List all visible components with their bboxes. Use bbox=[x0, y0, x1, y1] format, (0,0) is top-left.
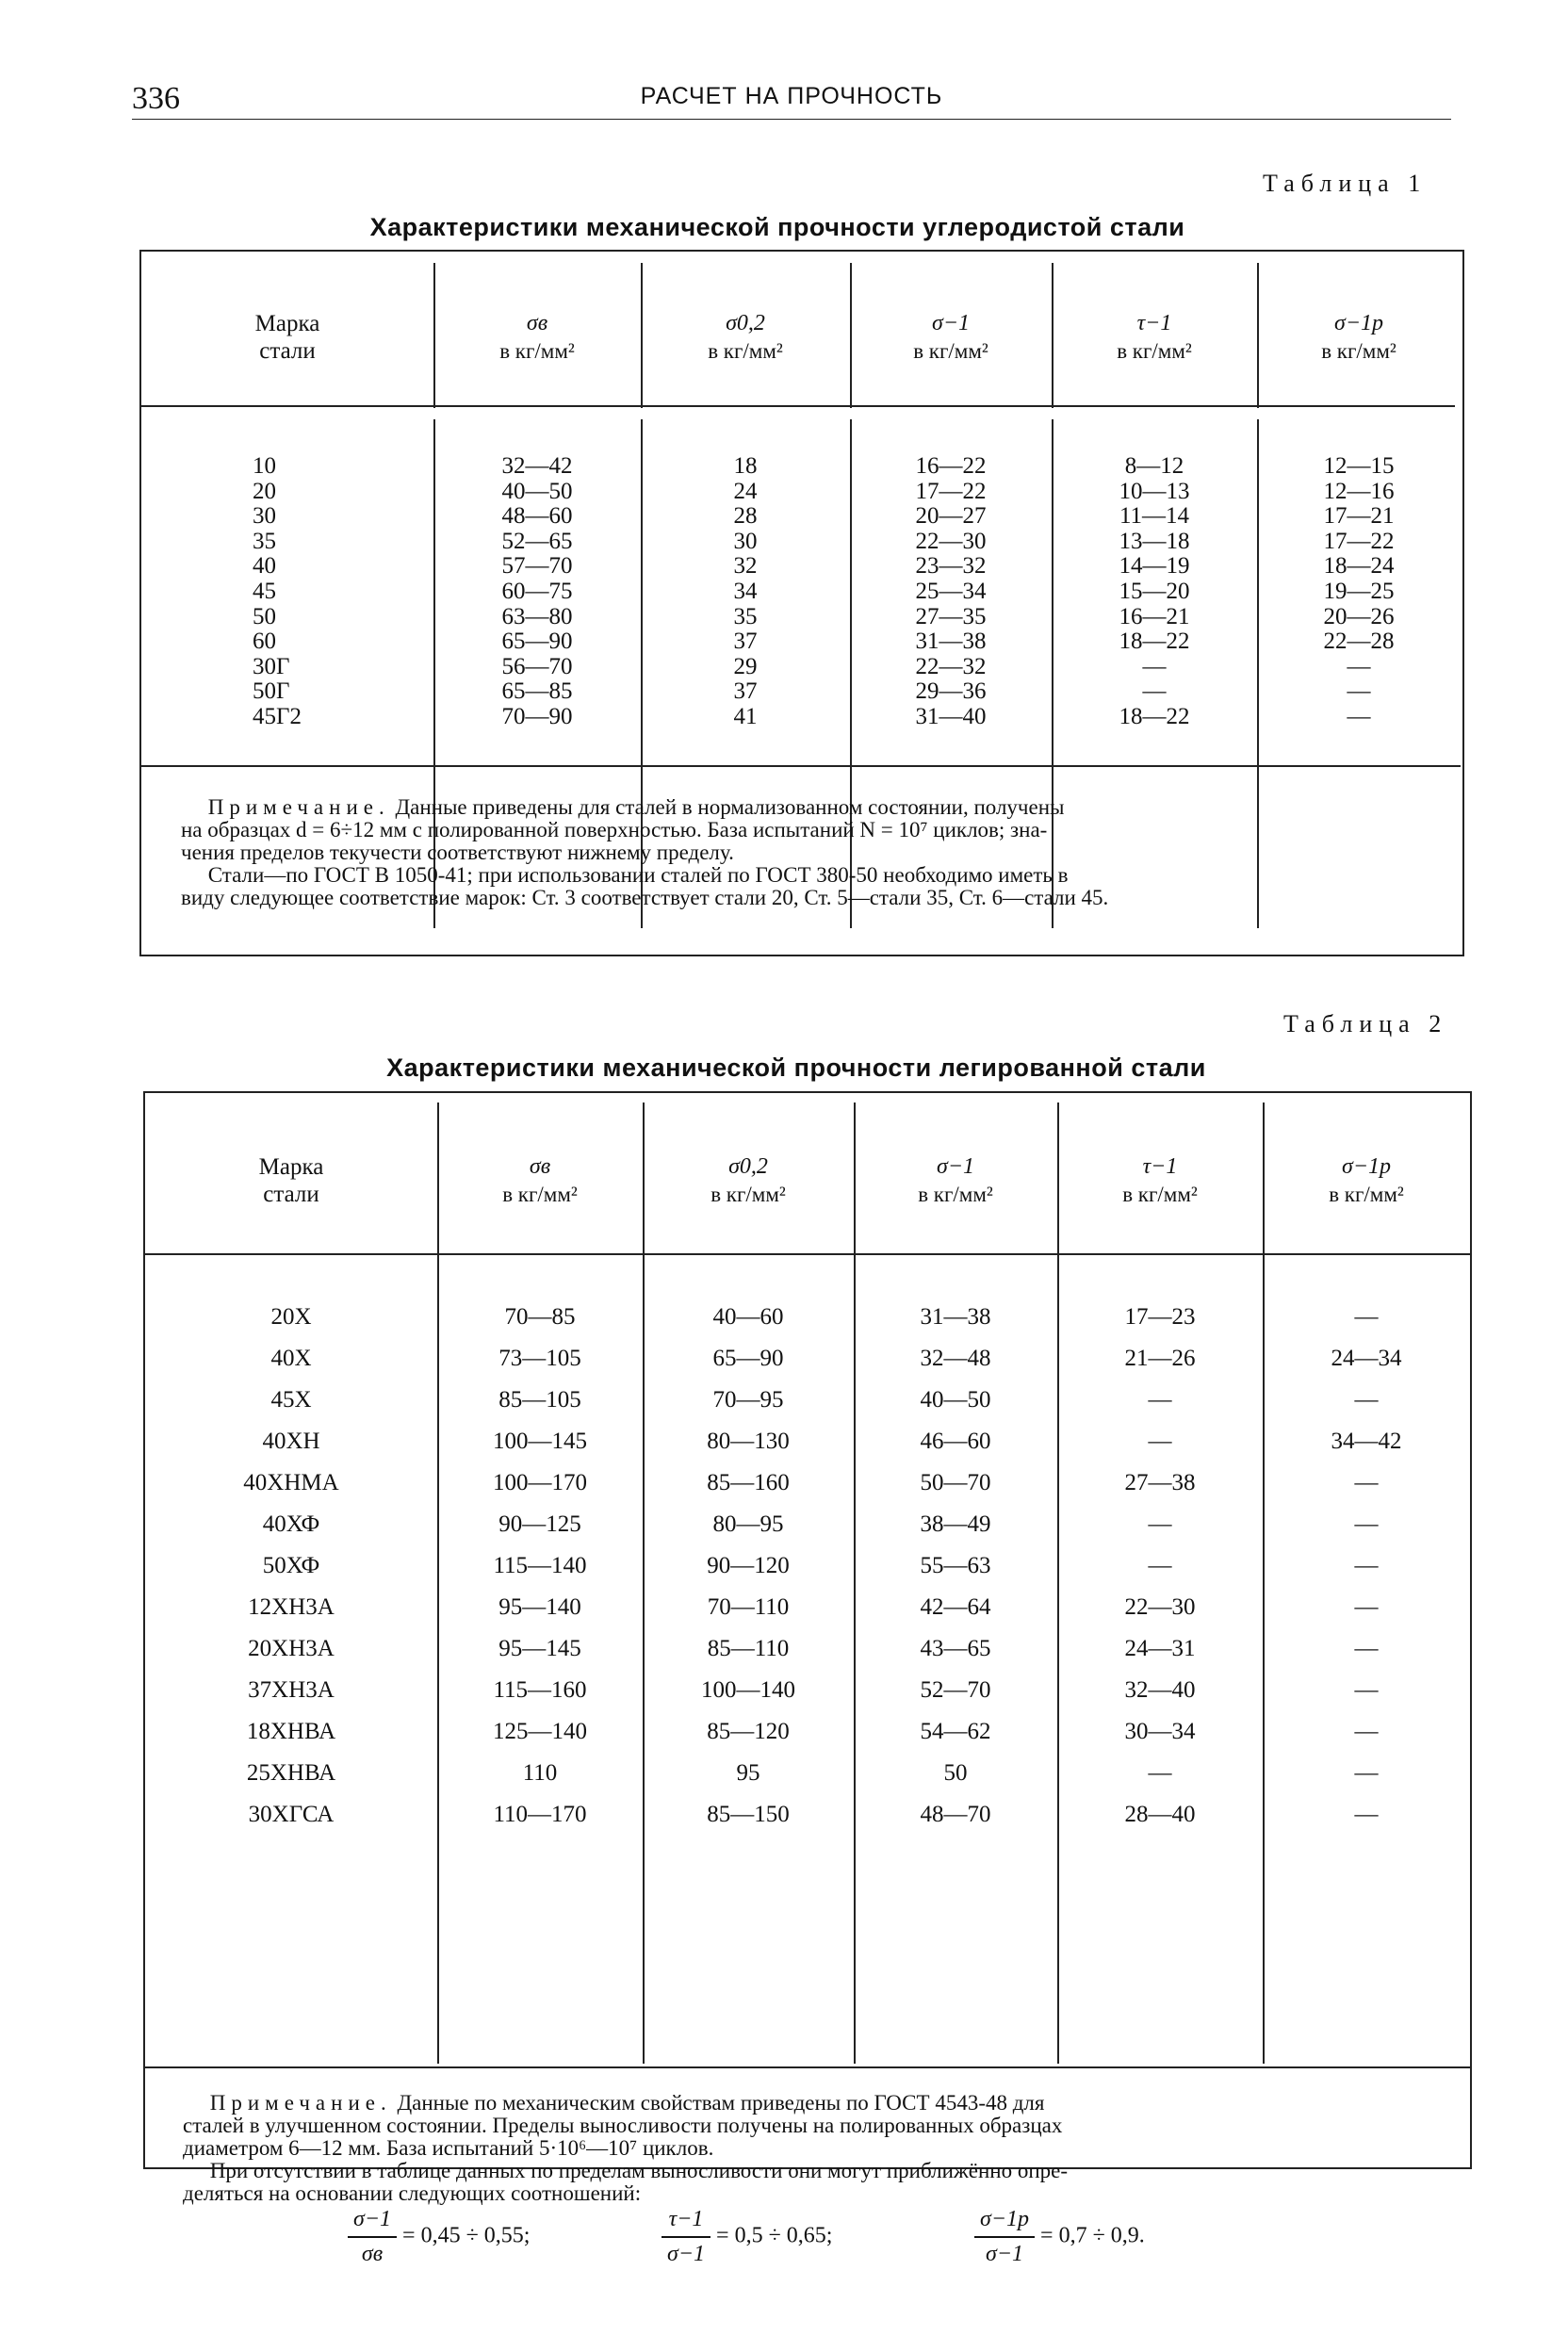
table-cell: 17—21 bbox=[1323, 503, 1395, 530]
t1-header-sigma-m1: σ−1 в кг/мм² bbox=[913, 311, 988, 363]
table-cell: 27—38 bbox=[1124, 1470, 1196, 1495]
table-cell: 85—105 bbox=[498, 1387, 581, 1413]
table-cell: 37ХН3А bbox=[248, 1677, 335, 1703]
table-cell: 56—70 bbox=[501, 653, 573, 679]
table-cell: 52—65 bbox=[501, 528, 573, 554]
table-cell: 32—40 bbox=[1124, 1677, 1196, 1703]
table-cell: 110 bbox=[522, 1760, 558, 1786]
table-cell: — bbox=[1354, 1594, 1379, 1620]
table-cell: 31—40 bbox=[915, 703, 987, 729]
table-cell: — bbox=[1354, 1760, 1379, 1786]
table-cell: 10 bbox=[253, 453, 276, 479]
page-number: 336 bbox=[132, 81, 180, 116]
table-cell: 32 bbox=[733, 553, 758, 580]
table-cell: 100—145 bbox=[493, 1429, 587, 1454]
table-cell: 15—20 bbox=[1119, 578, 1190, 604]
table-cell: 40 bbox=[253, 553, 276, 580]
t1-header-tau-m1: τ−1 в кг/мм² bbox=[1117, 311, 1192, 363]
table-cell: 85—110 bbox=[707, 1636, 790, 1661]
t1-col-sigma-b bbox=[433, 454, 641, 730]
table-cell: — bbox=[1148, 1429, 1172, 1454]
table2-note: Примечание. Данные по механическим свойствам приведены по ГОСТ 4543-48 для сталей в улучшенном состоянии. Пределы выносливости получены на полированных образцах диаметром 6—12 мм. База испытаний 5·10⁶—10⁷ циклов. При отсутствии в таблице данных по пределам выносливости они могут приближённо опре- деляться на основании следующих соотношений: bbox=[183, 2091, 1069, 2205]
table-cell: — bbox=[1148, 1760, 1172, 1786]
table-cell: 25ХНВА bbox=[246, 1760, 336, 1786]
table-cell: 27—35 bbox=[915, 603, 987, 629]
table-cell: 30 bbox=[733, 528, 758, 554]
table-cell: 30Г bbox=[253, 653, 290, 679]
table-cell: 40Х bbox=[270, 1346, 312, 1371]
table-cell: 40—50 bbox=[920, 1387, 991, 1413]
table-cell: 34—42 bbox=[1331, 1429, 1402, 1454]
t2-note-lead: Примечание. bbox=[209, 2091, 392, 2115]
table-cell: 12—16 bbox=[1323, 478, 1395, 504]
table-cell: 29—36 bbox=[915, 678, 987, 705]
table-cell: 95—140 bbox=[498, 1594, 581, 1620]
table-cell: 21—26 bbox=[1124, 1346, 1196, 1371]
table1-note: Примечание. Данные приведены для сталей в нормализованном состоянии, получены на образцах d = 6÷12 мм с полированной поверхностью. База испытаний N = 10⁷ циклов; зна- чения пределов текучести соответствуют нижнему пределу. Стали—по ГОСТ В 1050-41; при использовании сталей по ГОСТ 380-50 необходимо иметь в виду следующее соответствие марок: Ст. 3 соответствует стали 20, Ст. 5—стали 35, Ст. 6—стали 45. bbox=[181, 795, 1109, 909]
table-cell: 22—30 bbox=[1124, 1594, 1196, 1620]
table-cell: 37 bbox=[733, 678, 758, 705]
table-cell: — bbox=[1148, 1553, 1172, 1578]
table-cell: 40ХФ bbox=[262, 1511, 320, 1537]
table-cell: 50Г bbox=[253, 678, 290, 705]
table-cell: 70—85 bbox=[504, 1304, 576, 1330]
running-title: РАСЧЕТ НА ПРОЧНОСТЬ bbox=[640, 83, 943, 109]
table-cell: 60 bbox=[253, 629, 276, 655]
table-cell: 63—80 bbox=[501, 603, 573, 629]
table-cell: — bbox=[1148, 1511, 1172, 1537]
t2-col-sigma-02 bbox=[643, 1297, 854, 1836]
table-cell: 40—50 bbox=[501, 478, 573, 504]
table-cell: 85—150 bbox=[707, 1802, 790, 1827]
table1 bbox=[139, 250, 1464, 956]
t2-col-grade bbox=[145, 1297, 437, 1836]
table-cell: 17—22 bbox=[1323, 528, 1395, 554]
table-cell: 40ХНМА bbox=[243, 1470, 339, 1495]
table-cell: — bbox=[1354, 1511, 1379, 1537]
table-cell: 42—64 bbox=[920, 1594, 991, 1620]
table-cell: 20 bbox=[253, 478, 276, 504]
table-cell: 19—25 bbox=[1323, 578, 1395, 604]
t1-col-grade bbox=[141, 454, 433, 730]
formula-1: $\frac{\sigma-1}{\sigma в}$ = 0,45 ÷ 0,55; bbox=[348, 2207, 530, 2267]
t2-header-grade: Марка стали bbox=[258, 1154, 324, 1207]
table-cell: 70—110 bbox=[707, 1594, 790, 1620]
table-cell: 50ХФ bbox=[262, 1553, 320, 1578]
table-cell: 38—49 bbox=[920, 1511, 991, 1537]
table-cell: 18 bbox=[733, 453, 758, 479]
table-cell: 90—125 bbox=[498, 1511, 581, 1537]
table-cell: 35 bbox=[733, 603, 758, 629]
table2-label: Таблица 2 bbox=[1283, 1010, 1448, 1037]
table-cell: — bbox=[1354, 1387, 1379, 1413]
table-cell: 30 bbox=[253, 503, 276, 530]
table-cell: 85—160 bbox=[707, 1470, 790, 1495]
table-cell: 100—170 bbox=[493, 1470, 587, 1495]
table-cell: 12ХН3А bbox=[248, 1594, 335, 1620]
table-cell: 55—63 bbox=[920, 1553, 991, 1578]
table-cell: 11—14 bbox=[1119, 503, 1190, 530]
table-cell: 22—30 bbox=[915, 528, 987, 554]
t2-header-sigma-02: σ0,2 в кг/мм² bbox=[710, 1154, 786, 1206]
table-cell: 18ХНВА bbox=[246, 1719, 336, 1744]
table-cell: 50 bbox=[253, 603, 276, 629]
table-cell: 20—27 bbox=[915, 503, 987, 530]
table-cell: 45Г2 bbox=[253, 703, 302, 729]
formula-2: $\frac{\tau-1}{\sigma-1}$ = 0,5 ÷ 0,65; bbox=[662, 2207, 832, 2267]
table-cell: 8—12 bbox=[1124, 453, 1184, 479]
t2-header-sigma-m1p: σ−1р в кг/мм² bbox=[1329, 1154, 1404, 1206]
table-cell: 23—32 bbox=[915, 553, 987, 580]
table-cell: 14—19 bbox=[1119, 553, 1190, 580]
table-cell: 70—90 bbox=[501, 703, 573, 729]
table-cell: 30ХГСА bbox=[248, 1802, 335, 1827]
table1-caption: Характеристики механической прочности углеродистой стали bbox=[369, 213, 1185, 241]
table-cell: 110—170 bbox=[493, 1802, 587, 1827]
table-cell: 80—95 bbox=[712, 1511, 784, 1537]
t1-col-tau-m1 bbox=[1052, 454, 1257, 730]
table-cell: 24 bbox=[733, 478, 758, 504]
table-cell: 43—65 bbox=[920, 1636, 991, 1661]
table-cell: — bbox=[1354, 1802, 1379, 1827]
table-cell: — bbox=[1142, 678, 1167, 705]
table-cell: 20—26 bbox=[1323, 603, 1395, 629]
table-cell: — bbox=[1354, 1304, 1379, 1330]
table2-caption: Характеристики механической прочности легированной стали bbox=[386, 1054, 1206, 1082]
table-cell: — bbox=[1354, 1636, 1379, 1661]
t2-col-sigma-b bbox=[437, 1297, 643, 1836]
table-cell: 46—60 bbox=[920, 1429, 991, 1454]
t1-col-sigma-m1 bbox=[850, 454, 1052, 730]
table-cell: 29 bbox=[733, 653, 758, 679]
table-cell: 50—70 bbox=[920, 1470, 991, 1495]
table-cell: 13—18 bbox=[1119, 528, 1190, 554]
table-cell: 25—34 bbox=[915, 578, 987, 604]
table-cell: 32—48 bbox=[920, 1346, 991, 1371]
table-cell: 18—22 bbox=[1119, 629, 1190, 655]
table-cell: — bbox=[1354, 1677, 1379, 1703]
table-cell: 41 bbox=[733, 703, 758, 729]
table-cell: 100—140 bbox=[701, 1677, 795, 1703]
table-cell: 22—32 bbox=[915, 653, 987, 679]
t2-header-sigma-b: σв в кг/мм² bbox=[502, 1154, 578, 1206]
t1-header-sigma-b: σв в кг/мм² bbox=[499, 311, 575, 363]
table-cell: 17—22 bbox=[915, 478, 987, 504]
table-cell: 40ХН bbox=[262, 1429, 320, 1454]
table-cell: 80—130 bbox=[707, 1429, 790, 1454]
t1-header-sigma-m1p: σ−1р в кг/мм² bbox=[1321, 311, 1396, 363]
table-cell: 52—70 bbox=[920, 1677, 991, 1703]
table-cell: 24—34 bbox=[1331, 1346, 1402, 1371]
table1-label: Таблица 1 bbox=[1263, 170, 1428, 197]
table-cell: 115—140 bbox=[493, 1553, 587, 1578]
table-cell: 65—85 bbox=[501, 678, 573, 705]
table-cell: 16—21 bbox=[1119, 603, 1190, 629]
table-cell: 32—42 bbox=[501, 453, 573, 479]
table-cell: 45 bbox=[253, 578, 276, 604]
t1-note-lead: Примечание. bbox=[207, 795, 390, 819]
table-cell: 95—145 bbox=[498, 1636, 581, 1661]
table-cell: 60—75 bbox=[501, 578, 573, 604]
table-cell: 18—22 bbox=[1119, 703, 1190, 729]
formula-3: $\frac{\sigma-1р}{\sigma-1}$ = 0,7 ÷ 0,9. bbox=[974, 2207, 1145, 2267]
table-cell: 90—120 bbox=[707, 1553, 790, 1578]
t2-header-sigma-m1: σ−1 в кг/мм² bbox=[918, 1154, 993, 1206]
table-cell: — bbox=[1354, 1470, 1379, 1495]
table-cell: 34 bbox=[733, 578, 758, 604]
table-cell: 17—23 bbox=[1124, 1304, 1196, 1330]
table-cell: 85—120 bbox=[707, 1719, 790, 1744]
table-cell: — bbox=[1347, 703, 1371, 729]
table-cell: — bbox=[1354, 1553, 1379, 1578]
table-cell: 115—160 bbox=[493, 1677, 587, 1703]
table-cell: 28 bbox=[733, 503, 758, 530]
t1-col-sigma-02 bbox=[641, 454, 850, 730]
table-cell: 50 bbox=[943, 1760, 968, 1786]
t1-header-grade: Марка стали bbox=[254, 311, 320, 364]
table-cell: 40—60 bbox=[712, 1304, 784, 1330]
running-head bbox=[132, 77, 1451, 120]
table-cell: 70—95 bbox=[712, 1387, 784, 1413]
table-cell: 28—40 bbox=[1124, 1802, 1196, 1827]
t2-col-tau-m1 bbox=[1057, 1297, 1263, 1836]
table-cell: — bbox=[1148, 1387, 1172, 1413]
table-cell: 37 bbox=[733, 629, 758, 655]
table-cell: 20Х bbox=[270, 1304, 312, 1330]
table-cell: 24—31 bbox=[1124, 1636, 1196, 1661]
table-cell: 18—24 bbox=[1323, 553, 1395, 580]
table-cell: — bbox=[1347, 653, 1371, 679]
table-cell: 73—105 bbox=[498, 1346, 581, 1371]
t2-header-tau-m1: τ−1 в кг/мм² bbox=[1122, 1154, 1198, 1206]
table-cell: 31—38 bbox=[920, 1304, 991, 1330]
table-cell: 10—13 bbox=[1119, 478, 1190, 504]
table-cell: 48—70 bbox=[920, 1802, 991, 1827]
table-cell: 65—90 bbox=[501, 629, 573, 655]
table-cell: 12—15 bbox=[1323, 453, 1395, 479]
table2 bbox=[143, 1091, 1472, 2266]
table-cell: 65—90 bbox=[712, 1346, 784, 1371]
table-cell: 35 bbox=[253, 528, 276, 554]
table-cell: 20ХН3А bbox=[248, 1636, 335, 1661]
table-cell: 16—22 bbox=[915, 453, 987, 479]
table-cell: 45Х bbox=[270, 1387, 312, 1413]
table-cell: 57—70 bbox=[501, 553, 573, 580]
table-cell: 48—60 bbox=[501, 503, 573, 530]
t2-col-sigma-m1p bbox=[1263, 1297, 1470, 1836]
table-cell: 31—38 bbox=[915, 629, 987, 655]
t2-col-sigma-m1 bbox=[854, 1297, 1057, 1836]
table-cell: 30—34 bbox=[1124, 1719, 1196, 1744]
t1-header-sigma-02: σ0,2 в кг/мм² bbox=[708, 311, 783, 363]
table-cell: 54—62 bbox=[920, 1719, 991, 1744]
t1-col-sigma-m1p bbox=[1257, 454, 1461, 730]
table-cell: 22—28 bbox=[1323, 629, 1395, 655]
table-cell: — bbox=[1142, 653, 1167, 679]
table-cell: — bbox=[1354, 1719, 1379, 1744]
table-cell: — bbox=[1347, 678, 1371, 705]
table-cell: 125—140 bbox=[493, 1719, 587, 1744]
table-cell: 95 bbox=[736, 1760, 760, 1786]
